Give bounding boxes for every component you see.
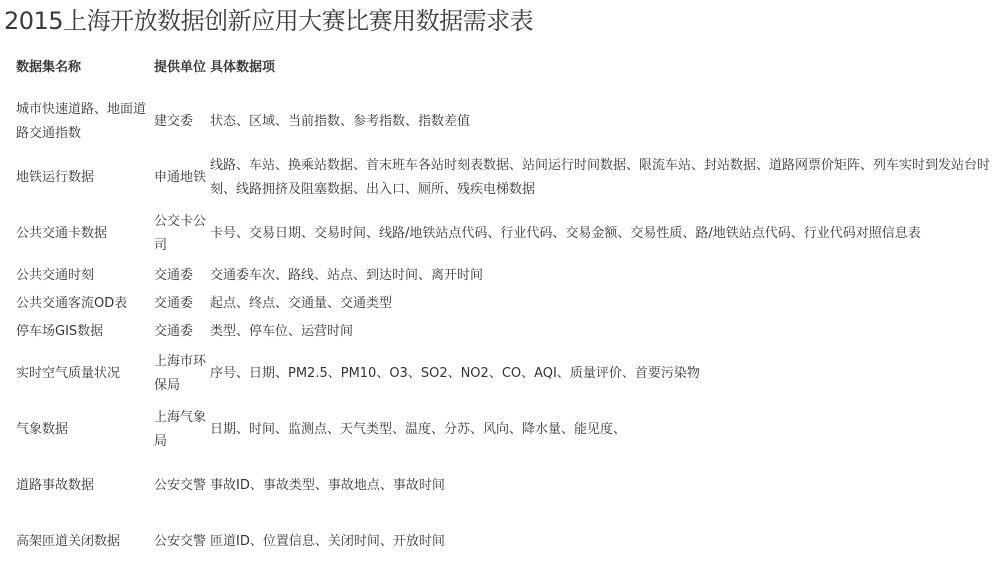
table-row [16, 262, 1002, 290]
table-row [16, 318, 1002, 346]
cell-dataset-name: 高架匝道关闭数据 [16, 534, 121, 549]
cell-provider: 申通地铁 [154, 170, 207, 185]
cell-provider: 建交委 [154, 114, 194, 129]
table-row [16, 514, 1002, 570]
cell-provider: 上海市环保局 [154, 354, 207, 393]
table-header-row [16, 42, 1002, 94]
header-dataset-name: 数据集名称 [16, 60, 82, 75]
cell-data-items: 类型、停车位、运营时间 [210, 324, 354, 339]
table-row [16, 402, 1002, 458]
data-requirements-table [16, 42, 1002, 570]
cell-provider: 公交卡公司 [154, 214, 207, 253]
cell-data-items: 事故ID、事故类型、事故地点、事故时间 [210, 478, 445, 493]
table-row [16, 94, 1002, 150]
cell-dataset-name: 公共交通卡数据 [16, 226, 108, 241]
cell-data-items: 状态、区域、当前指数、参考指数、指数差值 [210, 114, 471, 129]
cell-dataset-name: 公共交通客流OD表 [16, 296, 128, 311]
cell-dataset-name: 道路事故数据 [16, 478, 95, 493]
cell-provider: 交通委 [154, 324, 194, 339]
header-data-items: 具体数据项 [210, 60, 276, 75]
page-title: 2015上海开放数据创新应用大赛比赛用数据需求表 [4, 7, 534, 35]
cell-data-items: 序号、日期、PM2.5、PM10、O3、SO2、NO2、CO、AQI、质量评价、首要污染物 [210, 366, 700, 381]
cell-provider: 公安交警 [154, 478, 207, 493]
cell-provider: 交通委 [154, 296, 194, 311]
table-row [16, 458, 1002, 514]
table-row [16, 290, 1002, 318]
cell-data-items: 卡号、交易日期、交易时间、线路/地铁站点代码、行业代码、交易金额、交易性质、路/地铁站点代码、行业代码对照信息表 [210, 226, 921, 241]
cell-data-items: 线路、车站、换乘站数据、首末班车各站时刻表数据、站间运行时间数据、限流车站、封站数据、道路网票价矩阵、列车实时到发站台时刻、线路拥挤及阻塞数据、出入口、厕所、残疾电梯数据 [210, 158, 991, 197]
cell-data-items: 交通委车次、路线、站点、到达时间、离开时间 [210, 268, 484, 283]
table-row [16, 206, 1002, 262]
table-row [16, 346, 1002, 402]
cell-data-items: 起点、终点、交通量、交通类型 [210, 296, 393, 311]
cell-dataset-name: 气象数据 [16, 422, 69, 437]
cell-provider: 交通委 [154, 268, 194, 283]
cell-provider: 公安交警 [154, 534, 207, 549]
cell-data-items: 匝道ID、位置信息、关闭时间、开放时间 [210, 534, 445, 549]
cell-dataset-name: 停车场GIS数据 [16, 324, 104, 339]
table-row [16, 150, 1002, 206]
cell-dataset-name: 公共交通时刻 [16, 268, 95, 283]
cell-dataset-name: 城市快速道路、地面道路交通指数 [16, 102, 147, 141]
cell-dataset-name: 实时空气质量状况 [16, 366, 121, 381]
cell-data-items: 日期、时间、监测点、天气类型、温度、分苏、风向、降水量、能见度、 [210, 422, 627, 437]
header-provider: 提供单位 [154, 60, 207, 75]
cell-provider: 上海气象局 [154, 410, 207, 449]
cell-dataset-name: 地铁运行数据 [16, 170, 95, 185]
